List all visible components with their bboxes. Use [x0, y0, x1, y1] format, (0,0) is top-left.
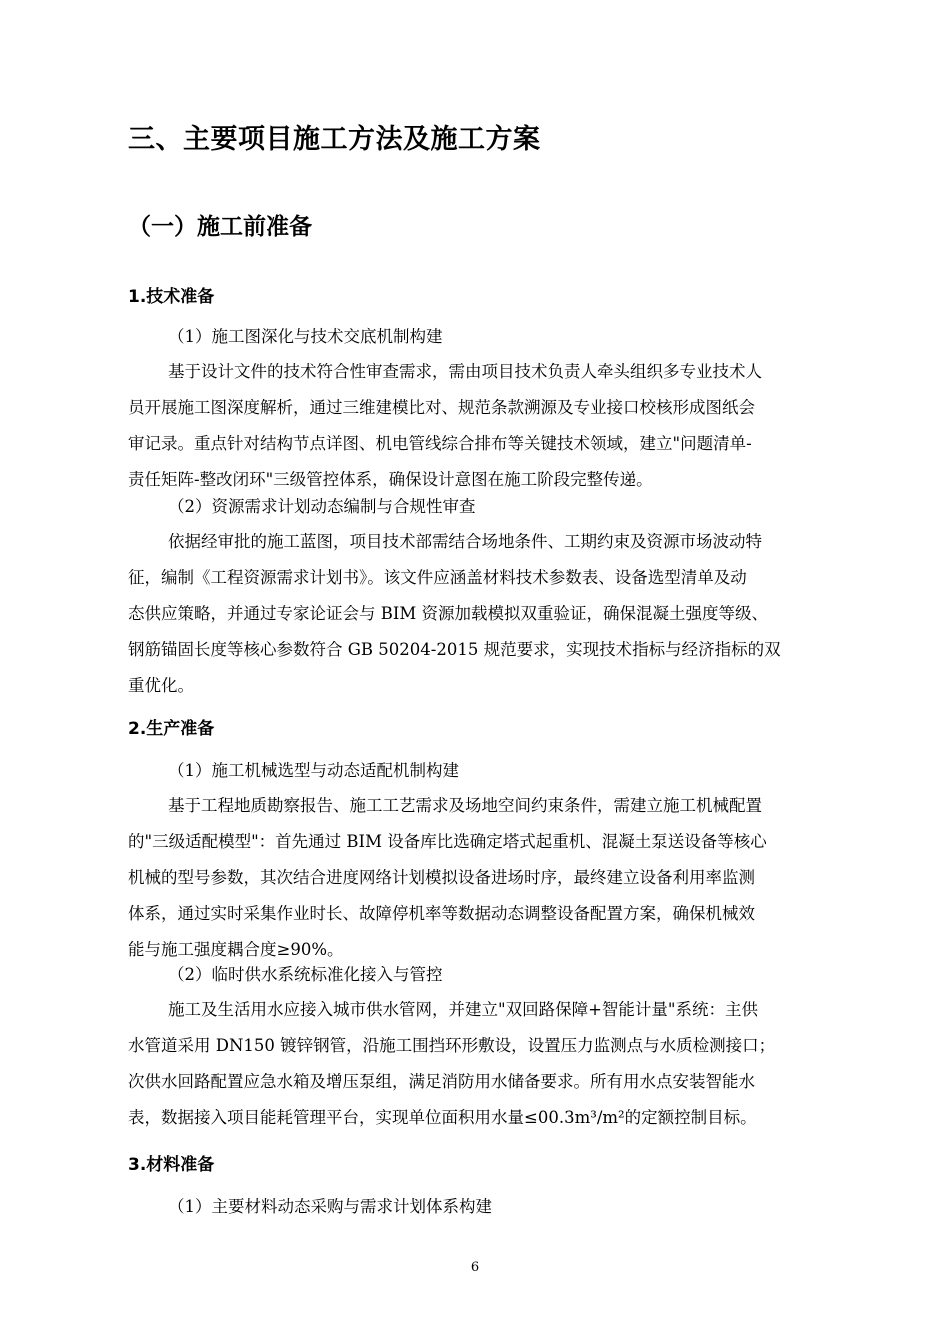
tech-item2-title: （2）资源需求计划动态编制与合规性审查	[168, 497, 476, 516]
paragraph-line: 体系，通过实时采集作业时长、故障停机率等数据动态调整设备配置方案，确保机械效	[128, 904, 755, 923]
paragraph-line: 责任矩阵-整改闭环"三级管控体系，确保设计意图在施工阶段完整传递。	[128, 470, 653, 489]
paragraph-line: 基于工程地质勘察报告、施工工艺需求及场地空间约束条件，需建立施工机械配置	[168, 796, 762, 815]
subsection-title: （一）施工前准备	[128, 214, 312, 240]
production-item1-title: （1）施工机械选型与动态适配机制构建	[168, 761, 459, 780]
paragraph-line: 施工及生活用水应接入城市供水管网，并建立"双回路保障+智能计量"系统：主供	[168, 1000, 759, 1019]
paragraph-line: 基于设计文件的技术符合性审查需求，需由项目技术负责人牵头组织多专业技术人	[168, 362, 762, 381]
tech-item1-paragraph	[128, 354, 870, 498]
tech-item1-title: （1）施工图深化与技术交底机制构建	[168, 327, 443, 346]
heading-material-prep: 3.材料准备	[128, 1155, 215, 1175]
paragraph-line: 表，数据接入项目能耗管理平台，实现单位面积用水量≤00.3m³/m²的定额控制目标。	[128, 1108, 757, 1127]
paragraph-line: 审记录。重点针对结构节点详图、机电管线综合排布等关键技术领域，建立"问题清单-	[128, 434, 752, 453]
section-title: 三、主要项目施工方法及施工方案	[128, 124, 541, 155]
production-item2-paragraph	[128, 992, 870, 1136]
heading-tech-prep: 1.技术准备	[128, 287, 215, 307]
paragraph-line: 次供水回路配置应急水箱及增压泵组，满足消防用水储备要求。所有用水点安装智能水	[128, 1072, 755, 1091]
paragraph-line: 的"三级适配模型"：首先通过 BIM 设备库比选确定塔式起重机、混凝土泵送设备等核心	[128, 832, 767, 851]
tech-item2-paragraph	[128, 524, 870, 704]
paragraph-line: 钢筋锚固长度等核心参数符合 GB 50204-2015 规范要求，实现技术指标与经济指标的双	[128, 640, 781, 659]
paragraph-line: 态供应策略，并通过专家论证会与 BIM 资源加载模拟双重验证，确保混凝土强度等级、	[128, 604, 769, 623]
paragraph-line: 依据经审批的施工蓝图，项目技术部需结合场地条件、工期约束及资源市场波动特	[168, 532, 762, 551]
paragraph-line: 征，编制《工程资源需求计划书》。该文件应涵盖材料技术参数表、设备选型清单及动	[128, 568, 747, 587]
paragraph-line: 重优化。	[128, 676, 194, 695]
paragraph-line: 水管道采用 DN150 镀锌钢管，沿施工围挡环形敷设，设置压力监测点与水质检测接口；	[128, 1036, 776, 1055]
paragraph-line: 能与施工强度耦合度≥90%。	[128, 940, 344, 959]
material-item1-title: （1）主要材料动态采购与需求计划体系构建	[168, 1197, 492, 1216]
page-number: 6	[470, 1260, 480, 1275]
paragraph-line: 机械的型号参数，其次结合进度网络计划模拟设备进场时序，最终建立设备利用率监测	[128, 868, 755, 887]
production-item2-title: （2）临时供水系统标准化接入与管控	[168, 965, 443, 984]
production-item1-paragraph	[128, 788, 870, 968]
heading-production-prep: 2.生产准备	[128, 719, 215, 739]
paragraph-line: 员开展施工图深度解析，通过三维建模比对、规范条款溯源及专业接口校核形成图纸会	[128, 398, 755, 417]
